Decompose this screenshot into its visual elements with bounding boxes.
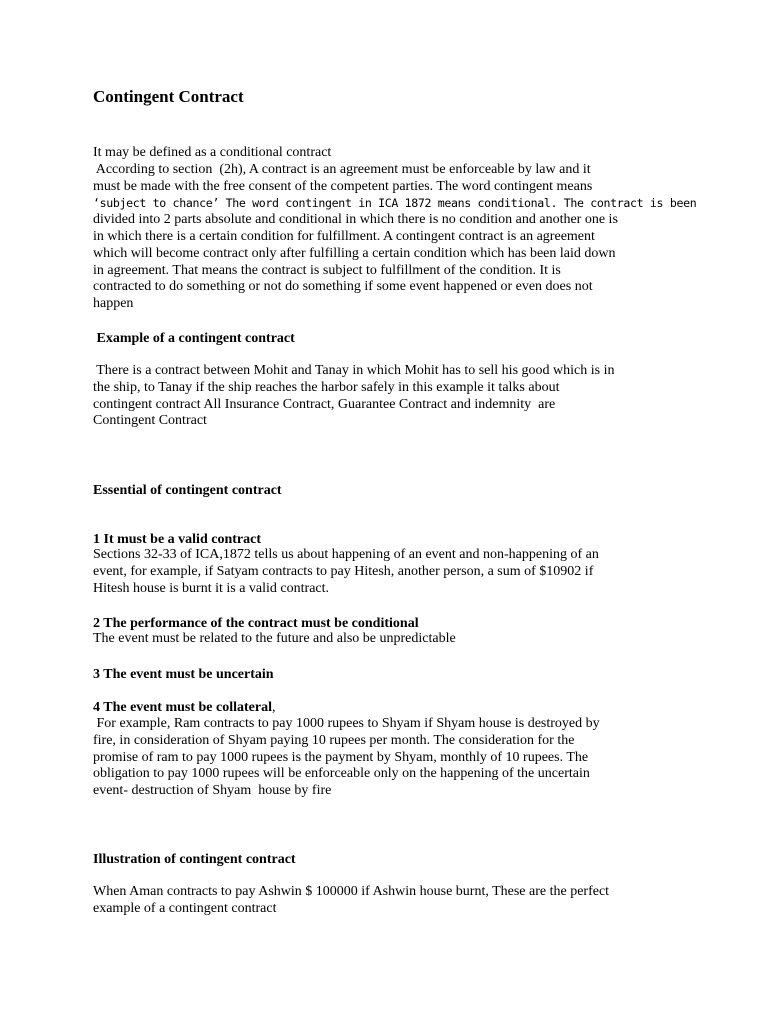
example-heading: Example of a contingent contract (93, 331, 295, 346)
illustration-line: When Aman contracts to pay Ashwin $ 100000 if Ashwin house burnt, These are the perfect (93, 884, 610, 899)
essential-item-4-heading-text: 4 The event must be collateral (93, 700, 272, 715)
intro-line: in which there is a certain condition for fulfillment. A contingent contract is an agreement (93, 228, 595, 244)
example-paragraph (93, 363, 683, 430)
illustration-paragraph (93, 884, 683, 918)
intro-paragraph (93, 145, 697, 313)
essential-item-4-heading (93, 699, 276, 716)
essential-line: For example, Ram contracts to pay 1000 rupees to Shyam if Shyam house is destroyed by (93, 716, 600, 731)
essential-line: Hitesh house is burnt it is a valid contract. (93, 580, 330, 596)
example-line: Contingent Contract (93, 413, 207, 429)
essential-item-1-heading: 1 It must be a valid contract (93, 532, 261, 547)
document-title: Contingent Contract (93, 87, 244, 106)
intro-line: divided into 2 parts absolute and conditional in which there is no condition and another one is (93, 212, 618, 228)
illustration-heading: Illustration of contingent contract (93, 852, 296, 867)
intro-line: in agreement. That means the contract is subject to fulfillment of the condition. It is (93, 262, 561, 278)
essential-item-2-text (93, 631, 683, 648)
intro-line: which will become contract only after fulfilling a certain condition which has been laid down (93, 245, 616, 261)
essential-line: fire, in consideration of Shyam paying 10 rupees per month. The consideration for the (93, 732, 575, 748)
essential-item-3-heading: 3 The event must be uncertain (93, 667, 274, 682)
intro-line: contracted to do something or not do something if some event happened or even does not (93, 279, 593, 295)
essential-line: event, for example, if Satyam contracts to pay Hitesh, another person, a sum of $10902 if (93, 563, 594, 579)
essential-line: Sections 32-33 of ICA,1872 tells us about happening of an event and non-happening of an (93, 547, 599, 562)
example-line: There is a contract between Mohit and Tanay in which Mohit has to sell his good which is in (93, 363, 615, 378)
essential-line: event- destruction of Shyam house by fire (93, 783, 332, 799)
intro-line: must be made with the free consent of the competent parties. The word contingent means (93, 178, 593, 194)
illustration-line: example of a contingent contract (93, 900, 277, 916)
essentials-heading: Essential of contingent contract (93, 483, 282, 498)
essential-item-2-heading: 2 The performance of the contract must be conditional (93, 616, 419, 631)
intro-line: happen (93, 296, 134, 312)
intro-line: According to section (2h), A contract is an agreement must be enforceable by law and it (93, 161, 591, 177)
example-line: contingent contract All Insurance Contract, Guarantee Contract and indemnity are (93, 396, 556, 412)
example-line: the ship, to Tanay if the ship reaches the harbor safely in this example it talks about (93, 379, 560, 395)
essential-item-4-heading-comma: , (272, 700, 276, 715)
essential-item-4-text (93, 716, 683, 800)
intro-line: ‘subject to chance’ The word contingent in ICA 1872 means conditional. The contract is been (93, 196, 697, 211)
essential-line: obligation to pay 1000 rupees will be enforceable only on the happening of the uncertain (93, 766, 590, 782)
essential-line: promise of ram to pay 1000 rupees is the payment by Shyam, monthly of 10 rupees. The (93, 749, 589, 765)
intro-line: It may be defined as a conditional contract (93, 145, 332, 160)
essential-line: The event must be related to the future and also be unpredictable (93, 631, 456, 646)
essential-item-1-text (93, 547, 683, 597)
